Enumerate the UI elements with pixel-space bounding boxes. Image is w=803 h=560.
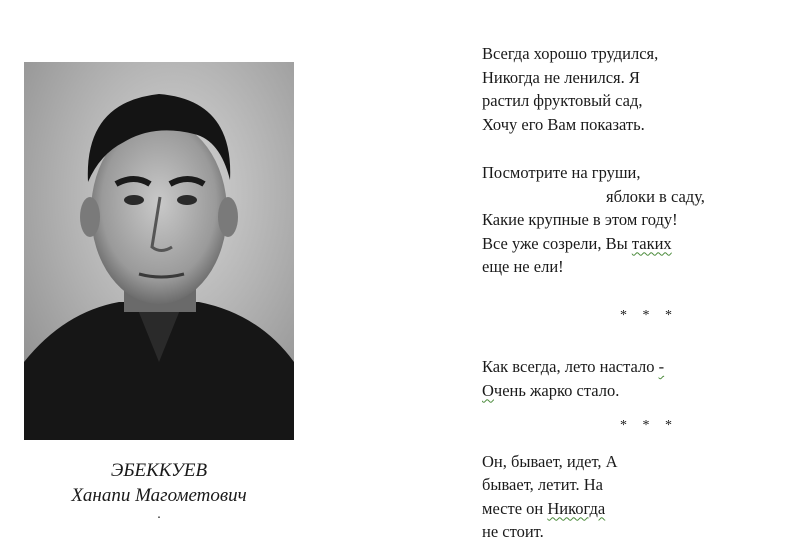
poem-line: Посмотрите на груши, — [482, 163, 641, 182]
poem — [482, 42, 782, 544]
poem-line: бывает, летит. На — [482, 475, 603, 494]
spellcheck-mark: О — [482, 380, 494, 400]
spellcheck-mark: таких — [631, 233, 672, 253]
poem-line: растил фруктовый сад, — [482, 91, 643, 110]
spellcheck-mark: Никогда — [547, 498, 606, 518]
poem-line: Он, бывает, идет, А — [482, 451, 618, 471]
surname: ЭБЕККУЕВ — [110, 460, 208, 481]
poem-line: Никогда не ленился. Я — [482, 67, 640, 87]
portrait-illustration — [24, 62, 294, 440]
stanza-separator: * * * — [620, 307, 678, 323]
spellcheck-mark: - — [658, 357, 665, 376]
poem-line: Все уже созрели, Вы таких — [482, 233, 672, 253]
poem-line: не стоит. — [482, 522, 544, 541]
poem-line: еще не ели! — [482, 257, 564, 276]
poem-line: месте он Никогда — [482, 498, 606, 518]
poem-line: Всегда хорошо трудился, — [482, 44, 659, 63]
poem-line: Очень жарко стало. — [482, 380, 620, 400]
caption-dot: . — [157, 507, 161, 522]
poem-line: Хочу его Вам показать. — [482, 114, 645, 134]
poem-line: яблоки в саду, — [606, 186, 705, 206]
poem-line: Какие крупные в этом году! — [482, 210, 678, 229]
portrait-caption — [24, 458, 294, 522]
portrait-photo — [24, 62, 294, 440]
poem-line: Как всегда, лето настало - — [482, 357, 665, 376]
stanza-separator: * * * — [620, 418, 678, 433]
full-name: Ханапи Магометович — [71, 485, 247, 506]
